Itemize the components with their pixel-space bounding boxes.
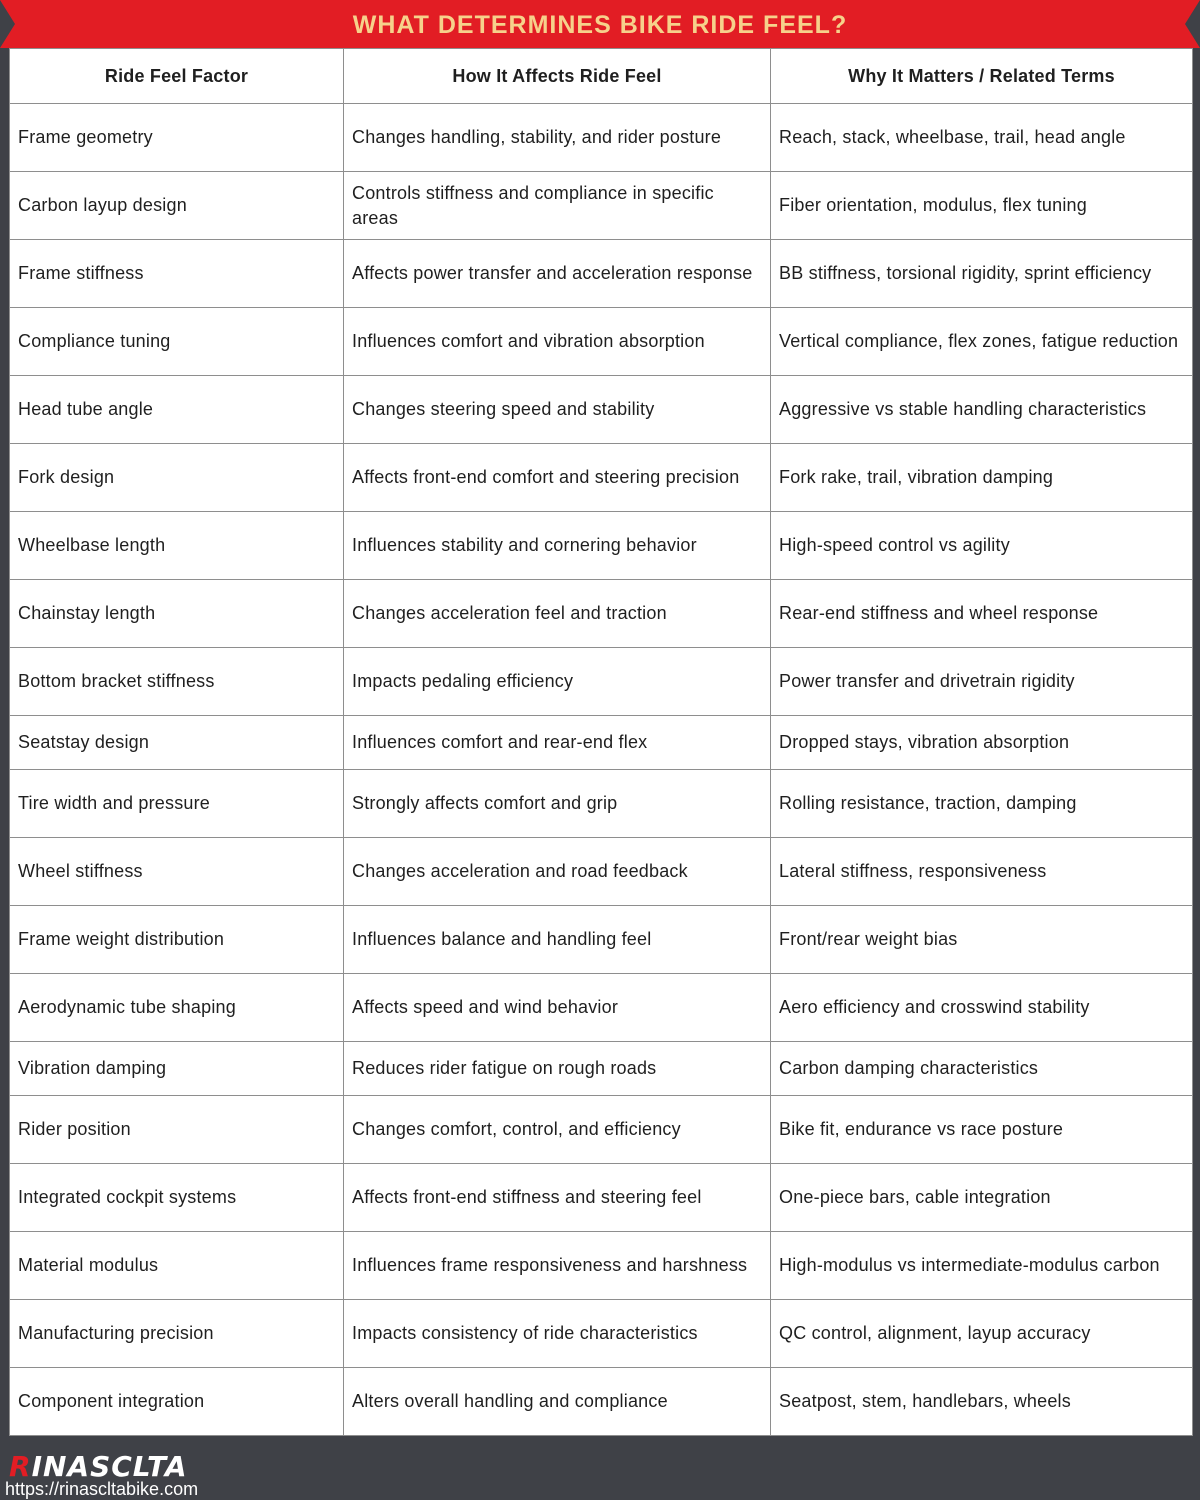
effect-cell: Changes acceleration and road feedback	[344, 838, 771, 906]
table-row	[10, 1096, 1193, 1164]
header-effect: How It Affects Ride Feel	[344, 49, 771, 104]
table-row	[10, 1300, 1193, 1368]
terms-cell: QC control, alignment, layup accuracy	[771, 1300, 1193, 1368]
terms-cell: Power transfer and drivetrain rigidity	[771, 648, 1193, 716]
title-banner	[0, 0, 1200, 48]
effect-cell: Alters overall handling and compliance	[344, 1368, 771, 1436]
effect-cell: Changes steering speed and stability	[344, 376, 771, 444]
factor-cell: Seatstay design	[10, 716, 344, 770]
effect-cell: Controls stiffness and compliance in specific areas	[344, 172, 771, 240]
terms-cell: Seatpost, stem, handlebars, wheels	[771, 1368, 1193, 1436]
terms-cell: Fiber orientation, modulus, flex tuning	[771, 172, 1193, 240]
effect-cell: Affects front-end comfort and steering precision	[344, 444, 771, 512]
factor-cell: Material modulus	[10, 1232, 344, 1300]
terms-cell: Rear-end stiffness and wheel response	[771, 580, 1193, 648]
factor-cell: Compliance tuning	[10, 308, 344, 376]
factor-cell: Chainstay length	[10, 580, 344, 648]
terms-cell: One-piece bars, cable integration	[771, 1164, 1193, 1232]
effect-cell: Influences frame responsiveness and harshness	[344, 1232, 771, 1300]
table-row	[10, 580, 1193, 648]
table-row	[10, 648, 1193, 716]
terms-cell: Bike fit, endurance vs race posture	[771, 1096, 1193, 1164]
terms-cell: High-speed control vs agility	[771, 512, 1193, 580]
table-row	[10, 1042, 1193, 1096]
table-row	[10, 512, 1193, 580]
effect-cell: Changes acceleration feel and traction	[344, 580, 771, 648]
table-row	[10, 104, 1193, 172]
page-title: WHAT DETERMINES BIKE RIDE FEEL?	[352, 11, 848, 39]
table-row	[10, 1232, 1193, 1300]
terms-cell: BB stiffness, torsional rigidity, sprint efficiency	[771, 240, 1193, 308]
effect-cell: Changes handling, stability, and rider posture	[344, 104, 771, 172]
effect-cell: Impacts consistency of ride characteristics	[344, 1300, 771, 1368]
terms-cell: Vertical compliance, flex zones, fatigue reduction	[771, 308, 1193, 376]
table-row	[10, 376, 1193, 444]
table-row	[10, 172, 1193, 240]
effect-cell: Reduces rider fatigue on rough roads	[344, 1042, 771, 1096]
terms-cell: Aggressive vs stable handling characteristics	[771, 376, 1193, 444]
factor-cell: Tire width and pressure	[10, 770, 344, 838]
ride-feel-table-container	[9, 48, 1192, 1436]
effect-cell: Changes comfort, control, and efficiency	[344, 1096, 771, 1164]
effect-cell: Influences comfort and vibration absorption	[344, 308, 771, 376]
table-header-row	[10, 49, 1193, 104]
terms-cell: Front/rear weight bias	[771, 906, 1193, 974]
brand-logo-initial: R	[9, 1450, 32, 1483]
terms-cell: Aero efficiency and crosswind stability	[771, 974, 1193, 1042]
effect-cell: Strongly affects comfort and grip	[344, 770, 771, 838]
factor-cell: Vibration damping	[10, 1042, 344, 1096]
table-row	[10, 308, 1193, 376]
factor-cell: Fork design	[10, 444, 344, 512]
table-row	[10, 444, 1193, 512]
factor-cell: Wheel stiffness	[10, 838, 344, 906]
factor-cell: Integrated cockpit systems	[10, 1164, 344, 1232]
factor-cell: Rider position	[10, 1096, 344, 1164]
header-factor: Ride Feel Factor	[10, 49, 344, 104]
effect-cell: Influences balance and handling feel	[344, 906, 771, 974]
table-row	[10, 1368, 1193, 1436]
header-related-terms: Why It Matters / Related Terms	[771, 49, 1193, 104]
effect-cell: Affects power transfer and acceleration response	[344, 240, 771, 308]
table-row	[10, 770, 1193, 838]
terms-cell: Dropped stays, vibration absorption	[771, 716, 1193, 770]
factor-cell: Manufacturing precision	[10, 1300, 344, 1368]
effect-cell: Affects speed and wind behavior	[344, 974, 771, 1042]
factor-cell: Bottom bracket stiffness	[10, 648, 344, 716]
table-row	[10, 1164, 1193, 1232]
terms-cell: Fork rake, trail, vibration damping	[771, 444, 1193, 512]
table-row	[10, 974, 1193, 1042]
terms-cell: Carbon damping characteristics	[771, 1042, 1193, 1096]
table-row	[10, 716, 1193, 770]
factor-cell: Head tube angle	[10, 376, 344, 444]
terms-cell: Lateral stiffness, responsiveness	[771, 838, 1193, 906]
effect-cell: Affects front-end stiffness and steering feel	[344, 1164, 771, 1232]
factor-cell: Frame weight distribution	[10, 906, 344, 974]
ride-feel-table	[9, 48, 1193, 1436]
brand-logo-rest: INASCLTA	[31, 1450, 188, 1483]
factor-cell: Wheelbase length	[10, 512, 344, 580]
terms-cell: High-modulus vs intermediate-modulus carbon	[771, 1232, 1193, 1300]
website-url[interactable]: https://rinascltabike.com	[5, 1479, 199, 1499]
factor-cell: Carbon layup design	[10, 172, 344, 240]
table-row	[10, 906, 1193, 974]
effect-cell: Influences comfort and rear-end flex	[344, 716, 771, 770]
factor-cell: Frame stiffness	[10, 240, 344, 308]
factor-cell: Frame geometry	[10, 104, 344, 172]
effect-cell: Influences stability and cornering behavior	[344, 512, 771, 580]
factor-cell: Aerodynamic tube shaping	[10, 974, 344, 1042]
factor-cell: Component integration	[10, 1368, 344, 1436]
table-row	[10, 240, 1193, 308]
terms-cell: Rolling resistance, traction, damping	[771, 770, 1193, 838]
effect-cell: Impacts pedaling efficiency	[344, 648, 771, 716]
terms-cell: Reach, stack, wheelbase, trail, head angle	[771, 104, 1193, 172]
table-row	[10, 838, 1193, 906]
